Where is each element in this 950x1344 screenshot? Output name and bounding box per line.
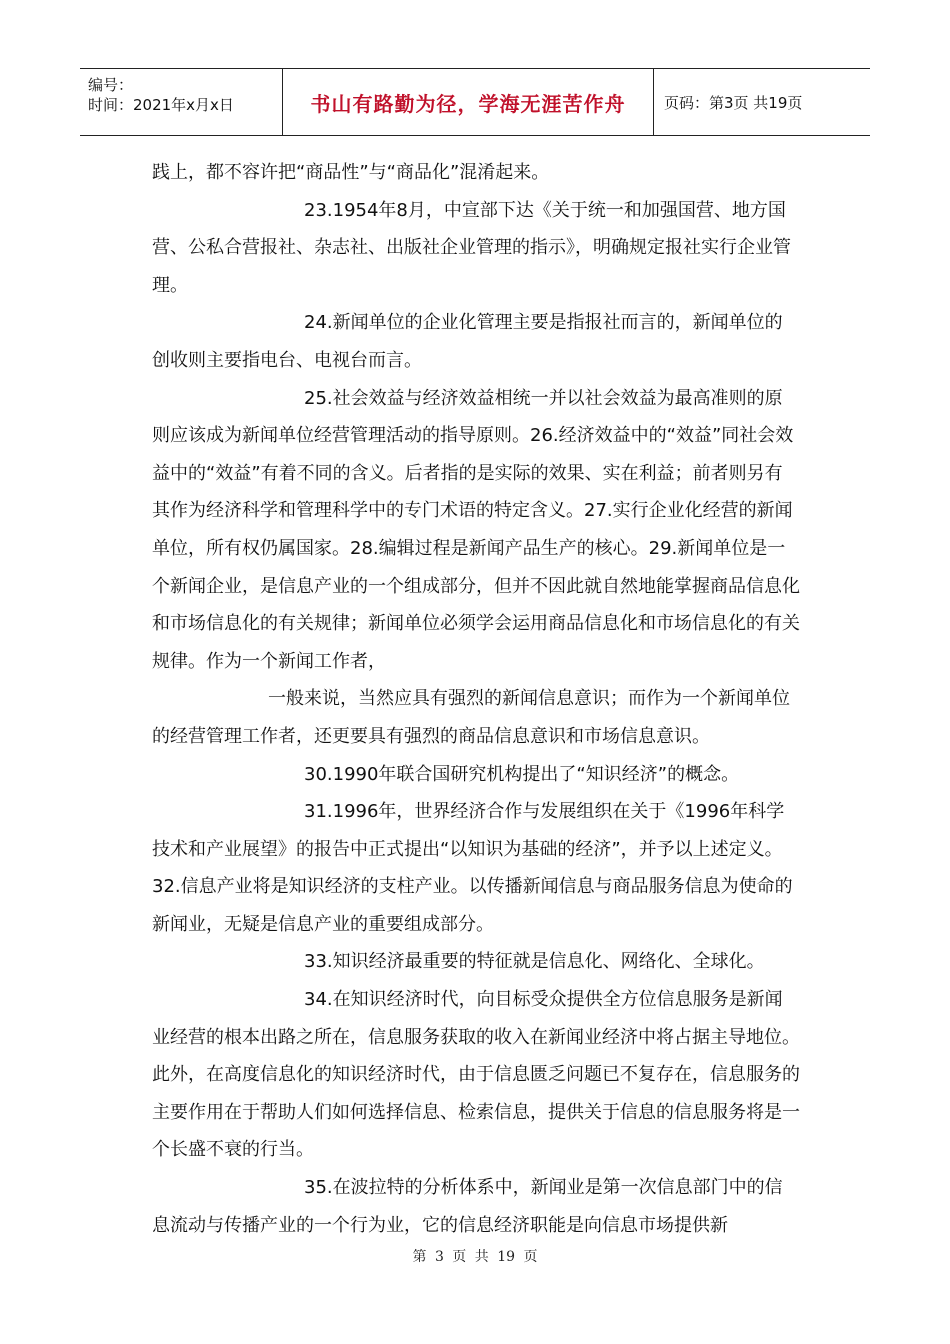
paragraph: 24.新闻单位的企业化管理主要是指报社而言的，新闻单位的创收则主要指电台、电视台而言。: [152, 312, 783, 371]
header-page-cell: [654, 69, 870, 135]
doc-time-label: 时间：2021年x月x日: [88, 96, 234, 114]
header-motto: 书山有路勤为径，学海无涯苦作舟: [310, 91, 626, 116]
header-motto-cell: [282, 69, 654, 135]
paragraph: 践上，都不容许把“商品性”与“商品化”混淆起来。: [152, 162, 550, 183]
doc-number-label: 编号：: [88, 76, 134, 94]
paragraph: 23.1954年8月，中宣部下达《关于统一和加强国营、地方国营、公私合营报社、杂志社、出版社企业管理的指示》，明确规定报社实行企业管理。: [152, 199, 791, 296]
paragraph: 一般来说，当然应具有强烈的新闻信息意识；而作为一个新闻单位的经营管理工作者，还更要具有强烈的商品信息意识和市场信息意识。: [152, 688, 790, 747]
paragraph: 34.在知识经济时代，向目标受众提供全方位信息服务是新闻业经营的根本出路之所在，信息服务获取的收入在新闻业经济中将占据主导地位。此外，在高度信息化的知识经济时代，由于信息匮乏问题已不复存在，信息服务的主要作用在于帮助人们如何选择信息、检索信息，提供关于信息的信息服务将是一个长盛不衰的行当。: [152, 989, 800, 1161]
document-body: [152, 154, 800, 1244]
paragraph: 33.知识经济最重要的特征就是信息化、网络化、全球化。: [304, 951, 765, 973]
header-meta: [80, 69, 282, 135]
page-footer: 第 3 页 共 19 页: [412, 1249, 538, 1265]
header-page-label: 页码：第3页 共19页: [664, 93, 803, 112]
page-header: [80, 68, 870, 136]
paragraph: 35.在波拉特的分析体系中，新闻业是第一次信息部门中的信息流动与传播产业的一个行为业，它的信息经济职能是向信息市场提供新: [152, 1177, 783, 1236]
paragraph: 31.1996年，世界经济合作与发展组织在关于《1996年科学技术和产业展望》的报告中正式提出“以知识为基础的经济”，并予以上述定义。32.信息产业将是知识经济的支柱产业。以传播新闻信息与商品服务信息为使命的新闻业，无疑是信息产业的重要组成部分。: [152, 801, 793, 935]
paragraph: 25.社会效益与经济效益相统一并以社会效益为最高准则的原则应该成为新闻单位经营管理活动的指导原则。26.经济效益中的“效益”同社会效益中的“效益”有着不同的含义。后者指的是实际的效果、实在利益；前者则另有其作为经济科学和管理科学中的专门术语的特定含义。27.实行企业化经营的新闻单位，所有权仍属国家。28.编辑过程是新闻产品生产的核心。29.新闻单位是一个新闻企业，是信息产业的一个组成部分，但并不因此就自然地能掌握商品信息化和市场信息化的有关规律；新闻单位必须学会运用商品信息化和市场信息化的有关规律。作为一个新闻工作者，: [152, 387, 800, 672]
paragraph: 30.1990年联合国研究机构提出了“知识经济”的概念。: [304, 763, 740, 785]
